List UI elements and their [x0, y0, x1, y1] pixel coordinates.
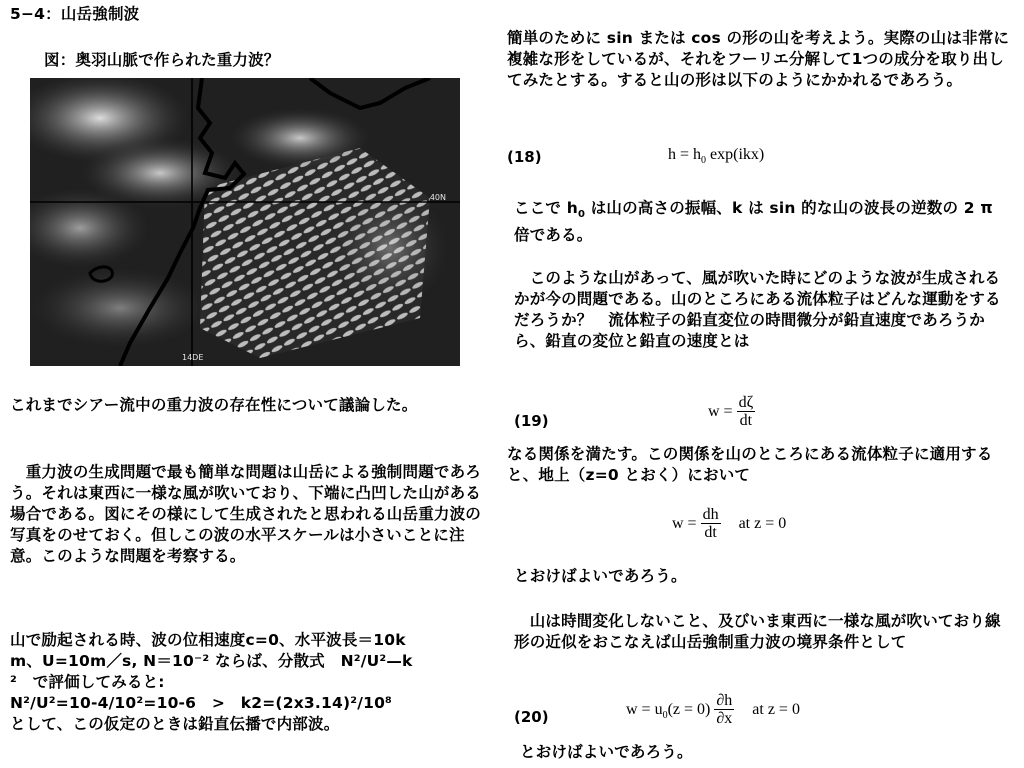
left-paragraph-1: これまでシアー流中の重力波の存在性について議論した。	[10, 396, 418, 414]
p2-subscript: 0	[577, 209, 586, 221]
right-paragraph-4: なる関係を満たす。この関係を山のところにある流体粒子に適用すると、地上（z=0 とおく）において	[507, 445, 993, 484]
equation-boundary-dh	[672, 506, 786, 541]
eq18-subscript: 0	[701, 155, 707, 167]
left-p3-line-5: として、この仮定のときは鉛直伝播で内部波。	[10, 715, 340, 733]
left-p3-line-2: m、U=10m／s, N＝10⁻² ならば、分散式 N²/U²—k	[10, 652, 413, 670]
satellite-image-graphic	[30, 78, 460, 366]
eqB-numerator: dh	[702, 506, 719, 523]
p2-text-b: は山の高さの振幅、k は sin 的な山の波長の逆数の 2 π 倍である。	[514, 199, 993, 245]
latitude-label: 40N	[429, 193, 446, 202]
eqB-lhs: w =	[672, 514, 697, 532]
satellite-photo	[30, 78, 460, 366]
eq19-fraction	[737, 394, 756, 429]
eq19-numerator: dζ	[738, 394, 754, 411]
eq20-mid: (z = 0)	[667, 700, 711, 718]
eq20-numerator: ∂h	[716, 692, 733, 709]
left-paragraph-3	[10, 630, 490, 735]
right-paragraph-7: とおけばよいであろう。	[520, 743, 693, 761]
eq18-lhs: h = h	[668, 146, 702, 163]
eqB-fraction	[701, 506, 721, 541]
equation-19-number: (19)	[514, 412, 549, 430]
eq20-lhs: w = u	[626, 700, 663, 718]
eq20-subscript: 0	[662, 710, 668, 721]
equation-18	[668, 146, 764, 166]
eq20-denominator: ∂x	[716, 710, 733, 727]
eq20-condition: at z = 0	[752, 700, 800, 718]
eq19-lhs: w =	[708, 402, 733, 420]
right-paragraph-1: 簡単のために sin または cos の形の山を考えよう。実際の山は非常に複雑な形をしているが、それをフーリエ分解して1つの成分を取り出してみたとする。すると山の形は以下のようにかかれるであろう。	[507, 29, 1010, 89]
left-p3-line-1: 山で励起される時、波の位相速度c=0、水平波長＝10k	[10, 631, 406, 649]
equation-20-number: (20)	[514, 708, 549, 726]
equation-19	[708, 394, 759, 429]
eqB-condition: at z = 0	[738, 514, 787, 532]
equation-18-number: (18)	[507, 148, 542, 166]
left-p3-line-4: N²/U²=10-4/10²=10-6 > k2=(2x3.14)²/10⁸	[10, 694, 393, 712]
eq20-fraction	[714, 692, 734, 727]
section-title: 5−4：山岳強制波	[10, 5, 140, 23]
right-paragraph-5: とおけばよいであろう。	[514, 567, 687, 585]
right-paragraph-2	[514, 198, 1014, 246]
p2-text-a: ここで h	[514, 199, 578, 217]
longitude-label: 14DE	[182, 353, 204, 362]
right-paragraph-3: このような山があって、風が吹いた時にどのような波が生成されるかが今の問題である。山のところにある流体粒子はどんな運動をするだろうか？ 流体粒子の鉛直変位の時間微分が鉛直速度であろうから、鉛直の変位と鉛直の速度とは	[514, 269, 1001, 350]
left-paragraph-2: 重力波の生成問題で最も簡単な問題は山岳による強制問題であろう。それは東西に一様な風が吹いており、下端に凸凹した山がある場合である。図にその様にして生成されたと思われる山岳重力波の写真をのせておく。但しこの波の水平スケールは小さいことに注意。このような問題を考察する。	[10, 463, 482, 565]
right-paragraph-6: 山は時間変化しないこと、及びいま東西に一様な風が吹いており線形の近似をおこなえば山岳強制重力波の境界条件として	[514, 612, 1001, 651]
equation-20	[626, 692, 800, 727]
eq18-rhs: exp(ikx)	[706, 146, 765, 163]
eqB-denominator: dt	[704, 524, 717, 541]
figure-caption: 図：奥羽山脈で作られた重力波？	[44, 51, 280, 69]
left-p3-line-3: ² で評価してみると:	[10, 673, 165, 691]
eq19-denominator: dt	[739, 412, 753, 429]
